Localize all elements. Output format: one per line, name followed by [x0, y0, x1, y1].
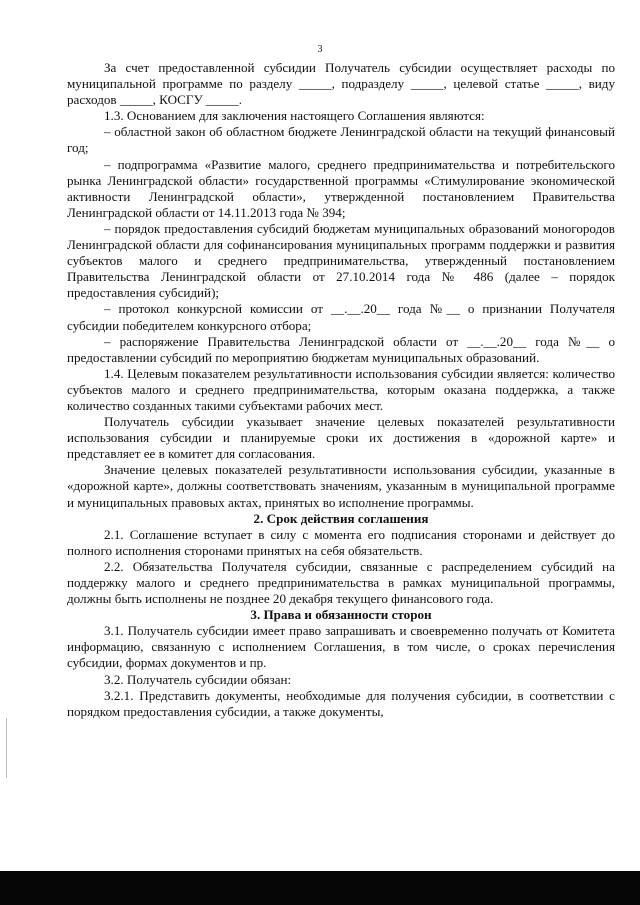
paragraph-1-3: 1.3. Основанием для заключения настоящего Соглашения являются: — [104, 108, 485, 124]
paragraph-1-4: 1.4. Целевым показателем результативности использования субсидии является: количество субъектов малого и среднего предпринимательства, которым оказана поддержка, а также количество созданных такими субъектами рабочих мест. — [67, 365, 615, 413]
paragraph-2-1: 2.1. Соглашение вступает в силу с момента его подписания сторонами и действует до полного исполнения сторонами принятых на себя обязательств. — [67, 526, 615, 558]
section-3-heading: 3. Права и обязанности сторон — [250, 607, 432, 623]
paragraph-subprogram: – подпрограмма «Развитие малого, среднего предпринимательства и потребительского рынка Ленинградской области» государственной программы «Стимулирование экономической активности Ленинградской области», утвержденной постановлением Правительства Ленинградской области от 14.11.2013 года № 394; — [67, 156, 615, 220]
paragraph-subsidy-order: – порядок предоставления субсидий бюджетам муниципальных образований моногородов Ленинградской области для софинансирования муниципальных программ поддержки и развития субъектов малого и среднего предпринимательства, утвержденный постановлением Правительства Ленинградской области от 27.10.2014 года № 486 (далее – порядок предоставления субсидий); — [67, 220, 615, 301]
scan-bottom-border — [0, 871, 640, 905]
document-body — [67, 60, 615, 720]
paragraph-regional-law: – областной закон об областном бюджете Ленинградской области на текущий финансовый год; — [67, 124, 615, 156]
paragraph-expenses: За счет предоставленной субсидии Получатель субсидии осуществляет расходы по муниципальной программе по разделу _____, подразделу _____, целевой статье _____, виду расходов _____, КОСГУ _____. — [67, 60, 615, 108]
paragraph-3-2: 3.2. Получатель субсидии обязан: — [104, 671, 292, 687]
paragraph-target-values: Значение целевых показателей результативности использования субсидии, указанные в «дорожной карте», должны соответствовать значениям, указанным в муниципальной программе и муниципальных правовых актах, принятых во исполнение программы. — [67, 462, 615, 510]
page-number: 3 — [317, 44, 323, 55]
scan-edge-mark — [6, 718, 7, 778]
paragraph-government-order: – распоряжение Правительства Ленинградской области от __.__.20__ года №__ о предоставлении субсидий по мероприятию бюджетам муниципальных образований. — [67, 333, 615, 365]
paragraph-2-2: 2.2. Обязательства Получателя субсидии, связанные с распределением субсидий на поддержку малого и среднего предпринимательства в рамках муниципальной программы, должны быть исполнены не позднее 20 декабря текущего финансового года. — [67, 558, 615, 607]
paragraph-3-2-1: 3.2.1. Представить документы, необходимые для получения субсидии, в соответствии с порядком предоставления субсидии, а также документы, — [67, 687, 615, 719]
section-2-heading: 2. Срок действия соглашения — [253, 510, 429, 526]
paragraph-commission-protocol: – протокол конкурсной комиссии от __.__.20__ года №__ о признании Получателя субсидии победителем конкурсного отбора; — [67, 301, 615, 333]
paragraph-3-1: 3.1. Получатель субсидии имеет право запрашивать и своевременно получать от Комитета информацию, связанную с исполнением Соглашения, в том числе, о сроках перечисления субсидии, формах документов и пр. — [67, 623, 615, 671]
paragraph-roadmap: Получатель субсидии указывает значение целевых показателей результативности использования субсидии и планируемые сроки их достижения в «дорожной карте» и представляет ее в комитет для согласования. — [67, 414, 615, 462]
